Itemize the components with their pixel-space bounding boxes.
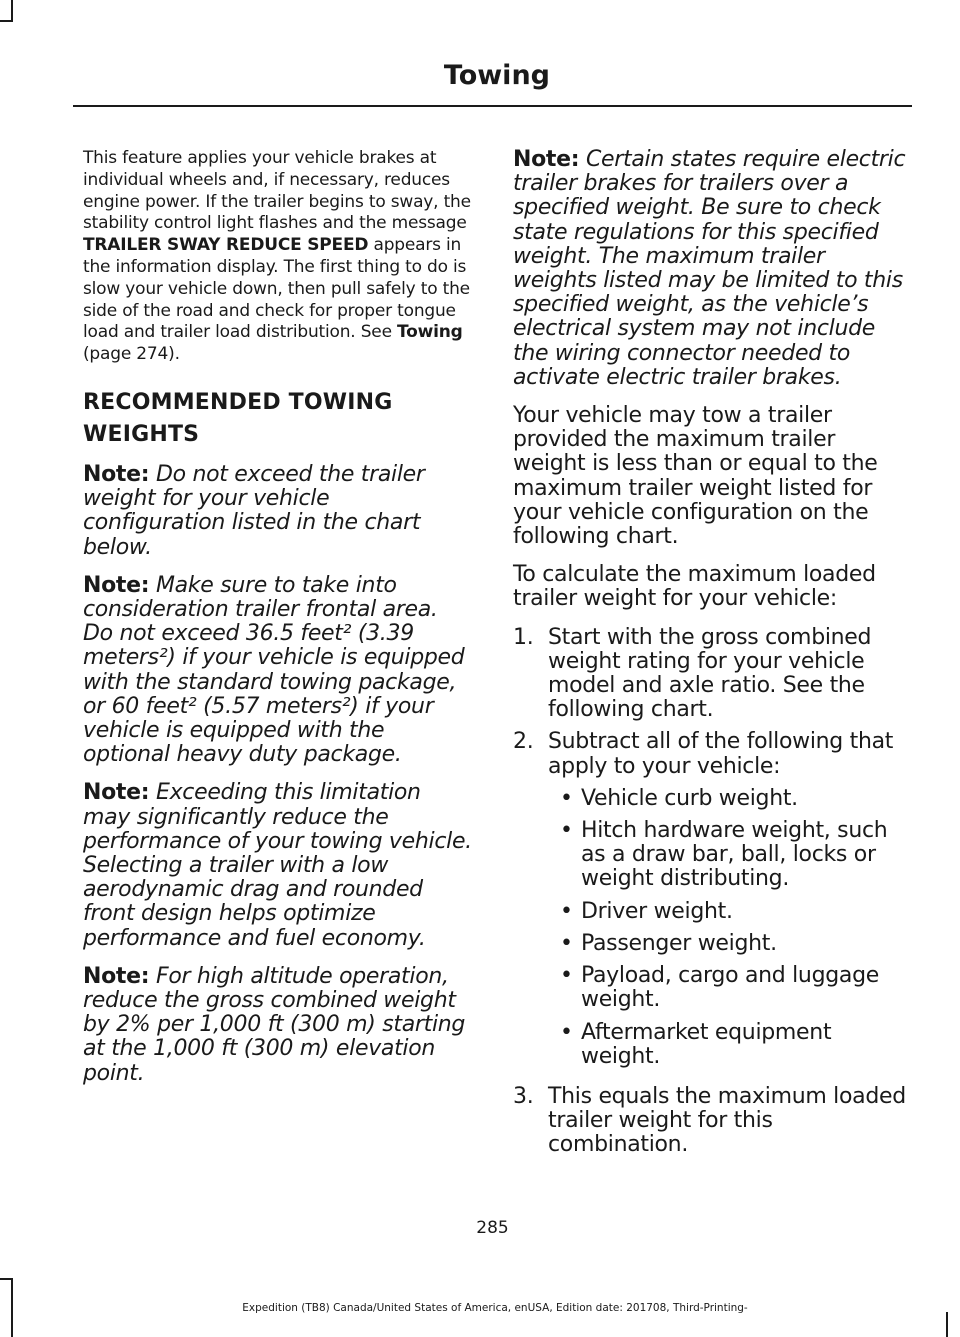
towing-link[interactable]: Towing	[397, 322, 463, 343]
bullet-text: Driver weight.	[581, 898, 733, 924]
intro-text-1: This feature applies your vehicle brakes at individual wheels and, if necessary, reduces engine power. If the trailer begins to sway, the stability control light flashes and the message	[83, 148, 471, 234]
crop-mark-bottom-right-v	[946, 1312, 948, 1337]
step-text: Start with the gross combined weight rating for your vehicle model and axle ratio. See the following chart.	[548, 624, 872, 723]
bullet-text: Aftermarket equipment weight.	[581, 1019, 832, 1069]
list-item	[548, 900, 910, 924]
bullet-icon: •	[560, 898, 573, 924]
note-label: Note:	[83, 780, 150, 806]
note-frontal-area	[83, 574, 473, 768]
paragraph-tow-trailer: Your vehicle may tow a trailer provided the maximum trailer weight is less than or equal to the maximum trailer weight listed for your vehicle configuration on the following chart.	[513, 403, 878, 550]
page-header-title: Towing	[443, 60, 550, 91]
bullet-icon: •	[560, 785, 573, 811]
step-text: This equals the maximum loaded trailer weight for this combination.	[548, 1083, 906, 1158]
step-text: Subtract all of the following that apply to your vehicle:	[548, 729, 894, 779]
crop-mark-top-left-v	[11, 0, 13, 22]
list-item	[548, 964, 910, 1012]
step-body	[548, 730, 910, 1076]
note-text: Exceeding this limitation may significantly reduce the performance of your towing vehicle. Selecting a trailer with a low aerodynamic drag and rounded front design helps optimize performance and fuel economy.	[83, 780, 472, 951]
list-item	[513, 730, 910, 1076]
section-heading-line-1: RECOMMENDED TOWING	[83, 389, 393, 415]
step-number: 3.	[513, 1083, 534, 1109]
note-text: Certain states require electric trailer brakes for trailers over a specified weight. Be sure to check state regulations for this specified weight. The maximum trailer weights listed may be limited to this specified weight, as the vehicle’s electrical system may not include the wiring connector needed to activate electric trailer brakes.	[513, 147, 906, 390]
bullet-list	[548, 787, 910, 1069]
list-item	[548, 1021, 910, 1069]
list-item	[513, 1085, 910, 1158]
note-text: Make sure to take into consideration trailer frontal area. Do not exceed 36.5 feet² (3.39 meters²) if your vehicle is equipped with the standard towing package, or 60 feet² (5.57 meters²) if your vehicle is equipped with the optional heavy duty package.	[83, 572, 465, 768]
note-electric-brakes	[513, 148, 910, 390]
step-number: 2.	[513, 729, 534, 755]
note-text: For high altitude operation, reduce the gross combined weight by 2% per 1,000 ft (300 m) starting at the 1,000 ft (300 m) elevation point.	[83, 963, 466, 1086]
crop-mark-bottom-left-h	[0, 1278, 12, 1280]
bullet-icon: •	[560, 963, 573, 989]
header-rule	[73, 105, 912, 107]
right-column	[513, 148, 910, 1166]
note-label: Note:	[83, 963, 150, 989]
list-item	[548, 932, 910, 956]
bullet-icon: •	[560, 818, 573, 844]
bullet-text: Hitch hardware weight, such as a draw bar, ball, locks or weight distributing.	[581, 818, 888, 892]
list-item	[548, 819, 910, 892]
footer-edition-info: Expedition (TB8) Canada/United States of America, enUSA, Edition date: 201708, Third-Printing-	[242, 1302, 748, 1314]
step-number: 1.	[513, 624, 534, 650]
crop-mark-bottom-left-v	[11, 1278, 13, 1337]
list-item	[548, 787, 910, 811]
intro-text-2: appears in the information display. The first thing to do is slow your vehicle down, then pull safely to the side of the road and check for proper tongue load and trailer load distribution. See	[83, 235, 470, 343]
left-column	[83, 148, 473, 1100]
bullet-text: Passenger weight.	[581, 930, 777, 956]
note-label: Note:	[83, 572, 150, 598]
section-heading-line-2: WEIGHTS	[83, 421, 200, 447]
note-label: Note:	[83, 461, 150, 487]
steps-list	[513, 626, 910, 1158]
note-trailer-weight	[83, 463, 473, 560]
note-text: Do not exceed the trailer weight for your vehicle configuration listed in the chart below.	[83, 461, 425, 560]
paragraph-calculate: To calculate the maximum loaded trailer weight for your vehicle:	[513, 562, 876, 612]
bullet-icon: •	[560, 930, 573, 956]
list-item	[513, 626, 910, 723]
crop-mark-top-left-h	[0, 20, 12, 22]
section-heading	[83, 387, 473, 451]
intro-text-3: (page 274).	[83, 344, 180, 365]
bullet-text: Payload, cargo and luggage weight.	[581, 963, 879, 1013]
note-limitation	[83, 781, 473, 950]
bullet-icon: •	[560, 1019, 573, 1045]
intro-paragraph	[83, 148, 473, 366]
note-high-altitude	[83, 965, 473, 1086]
note-label: Note:	[513, 147, 580, 172]
page-number: 285	[476, 1218, 509, 1238]
sway-message: TRAILER SWAY REDUCE SPEED	[83, 235, 369, 256]
bullet-text: Vehicle curb weight.	[581, 785, 798, 811]
